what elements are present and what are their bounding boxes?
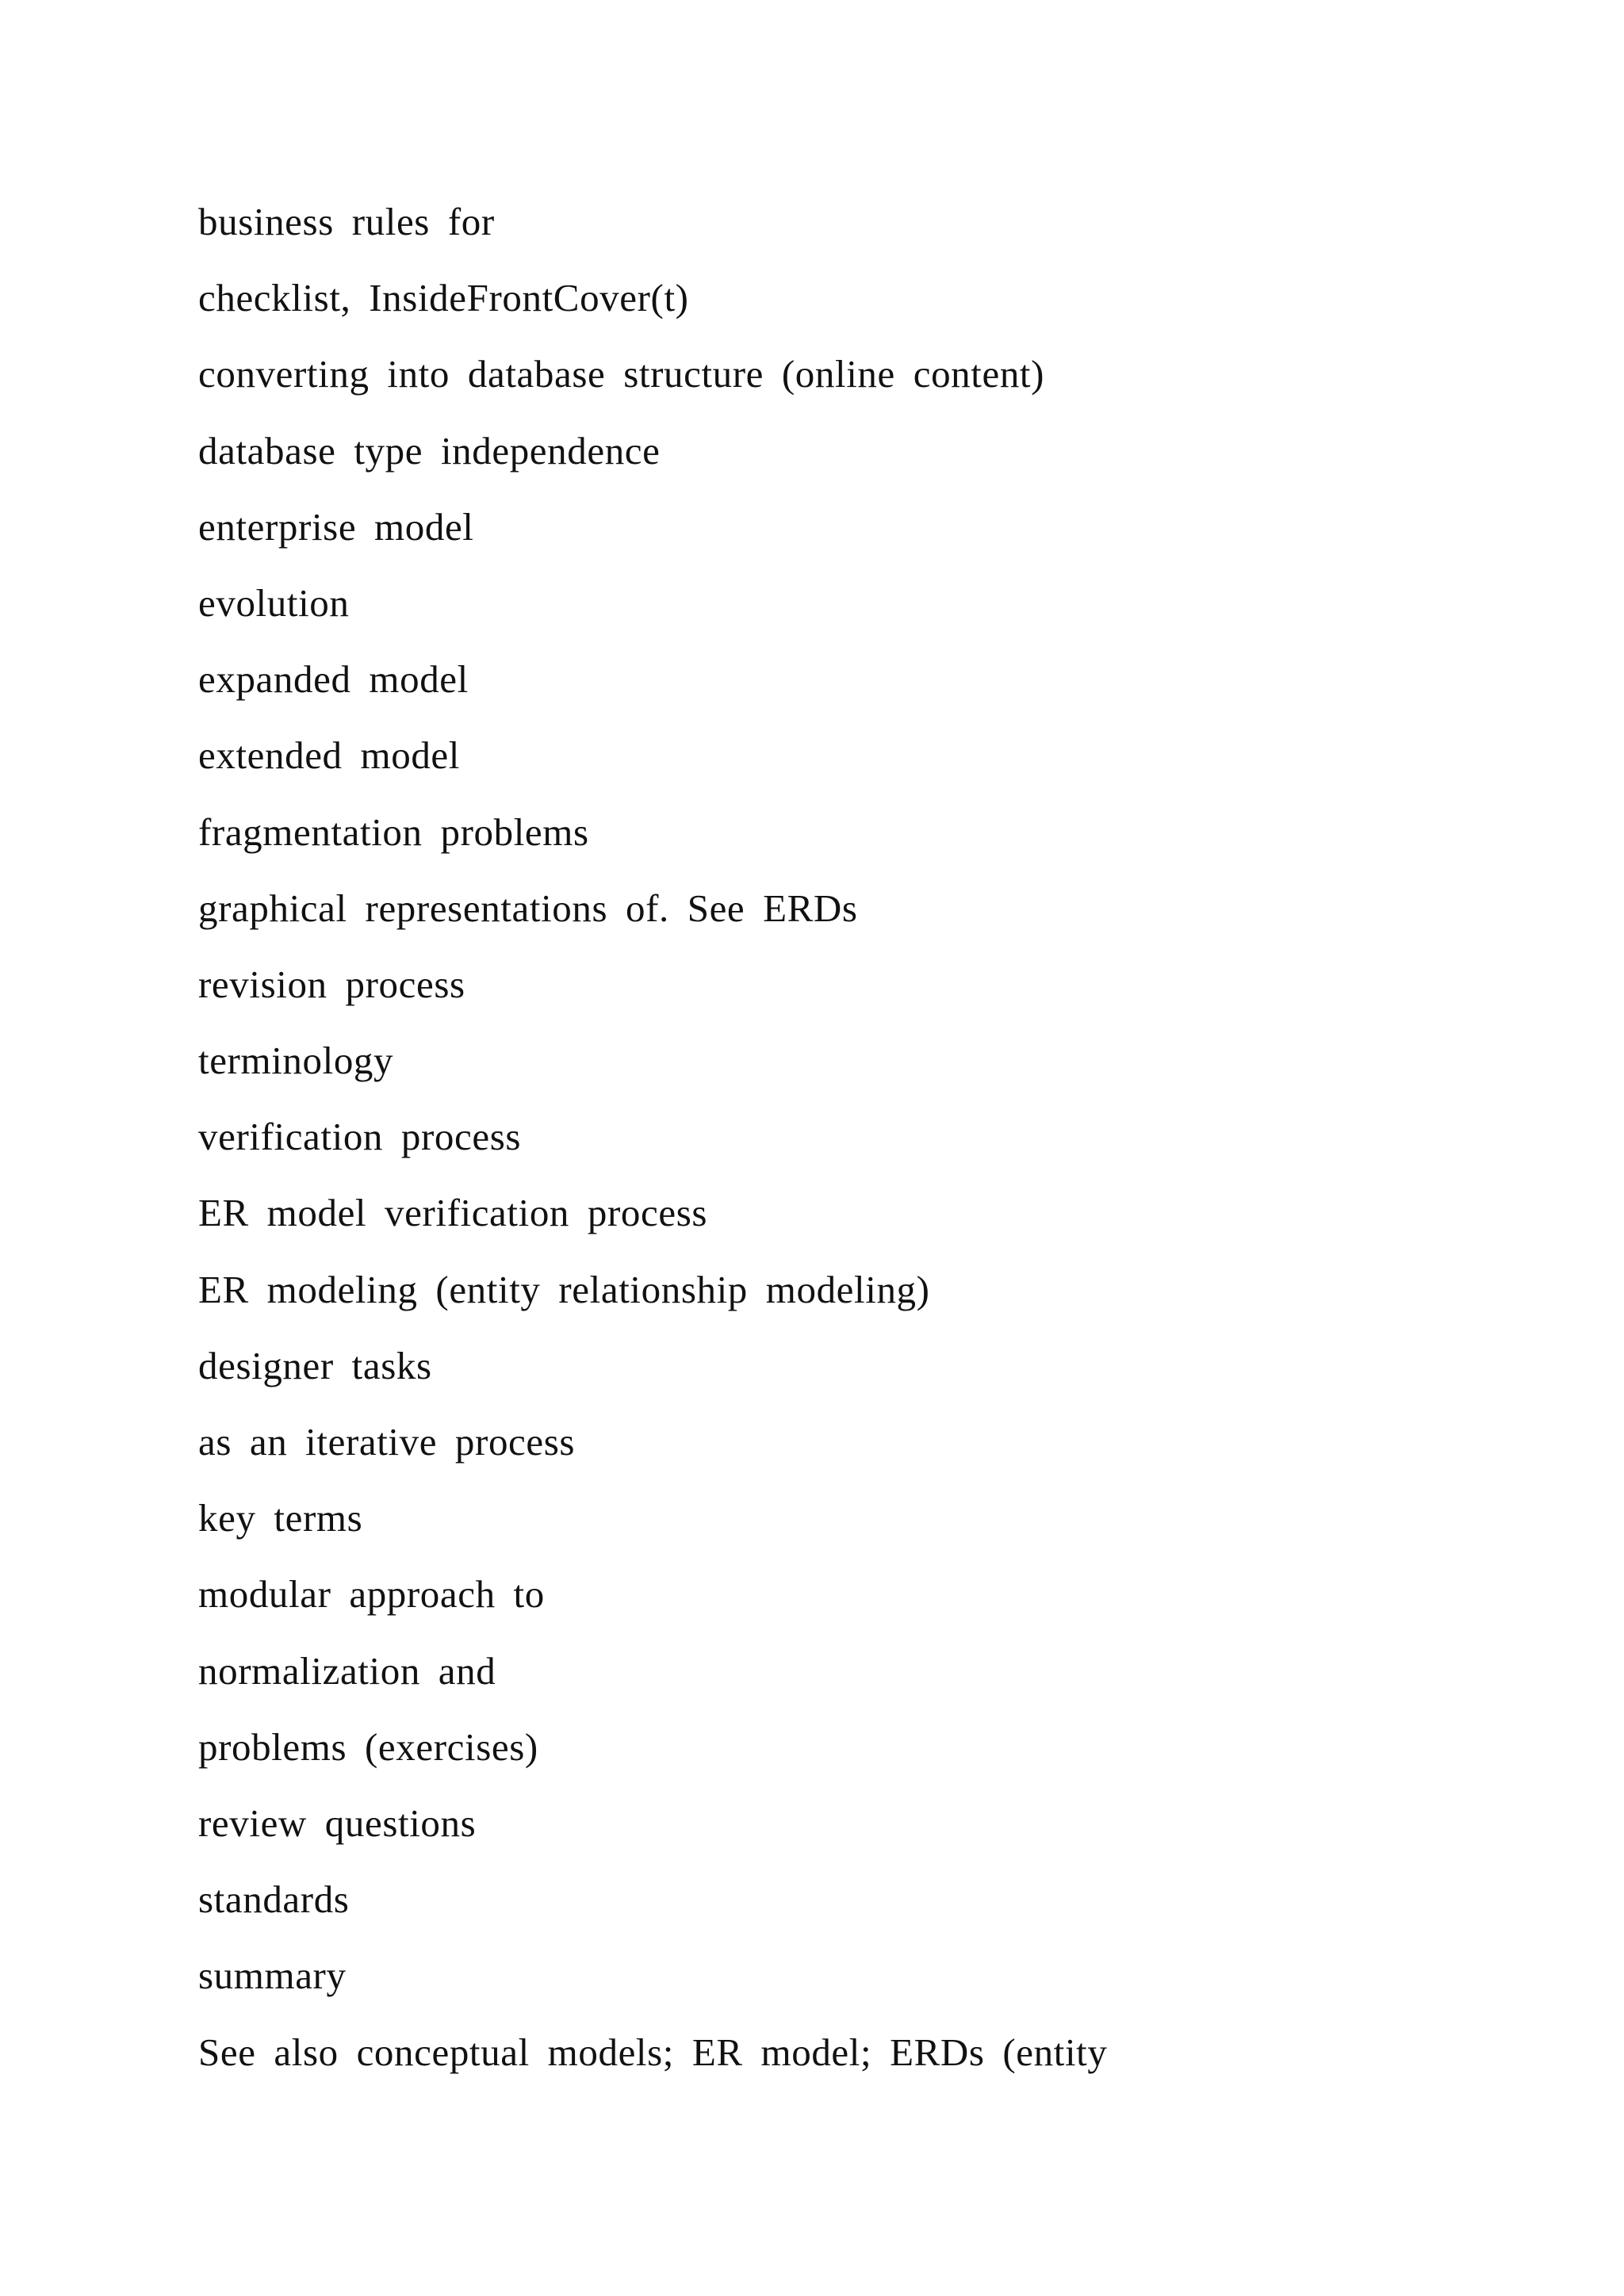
- index-entry-list: [198, 197, 1108, 2103]
- index-entry: ER model verification process: [198, 1191, 708, 1235]
- index-entry: extended model: [198, 733, 460, 778]
- index-entry: converting into database structure (online content): [198, 352, 1045, 396]
- index-entry: See also conceptual models; ER model; ERDs (entity: [198, 2030, 1108, 2074]
- index-entry: database type independence: [198, 428, 661, 473]
- index-entry: evolution: [198, 580, 350, 625]
- index-entry: fragmentation problems: [198, 809, 589, 854]
- index-entry: review questions: [198, 1800, 477, 1845]
- index-entry: standards: [198, 1877, 350, 1922]
- index-entry: terminology: [198, 1039, 394, 1083]
- index-entry: problems (exercises): [198, 1724, 538, 1769]
- index-entry: as an iterative process: [198, 1420, 576, 1464]
- index-entry: summary: [198, 1954, 347, 1998]
- index-entry: key terms: [198, 1496, 363, 1540]
- index-entry: revision process: [198, 962, 465, 1006]
- index-entry: modular approach to: [198, 1572, 545, 1617]
- index-entry: graphical representations of. See ERDs: [198, 886, 858, 930]
- index-entry: normalization and: [198, 1648, 496, 1693]
- index-entry: verification process: [198, 1115, 522, 1159]
- index-entry: enterprise model: [198, 504, 474, 549]
- index-entry: business rules for: [198, 200, 495, 243]
- index-entry: checklist, InsideFrontCover(t): [198, 276, 689, 320]
- index-entry: designer tasks: [198, 1343, 432, 1387]
- index-entry: expanded model: [198, 657, 469, 702]
- index-entry: ER modeling (entity relationship modeling): [198, 1267, 930, 1311]
